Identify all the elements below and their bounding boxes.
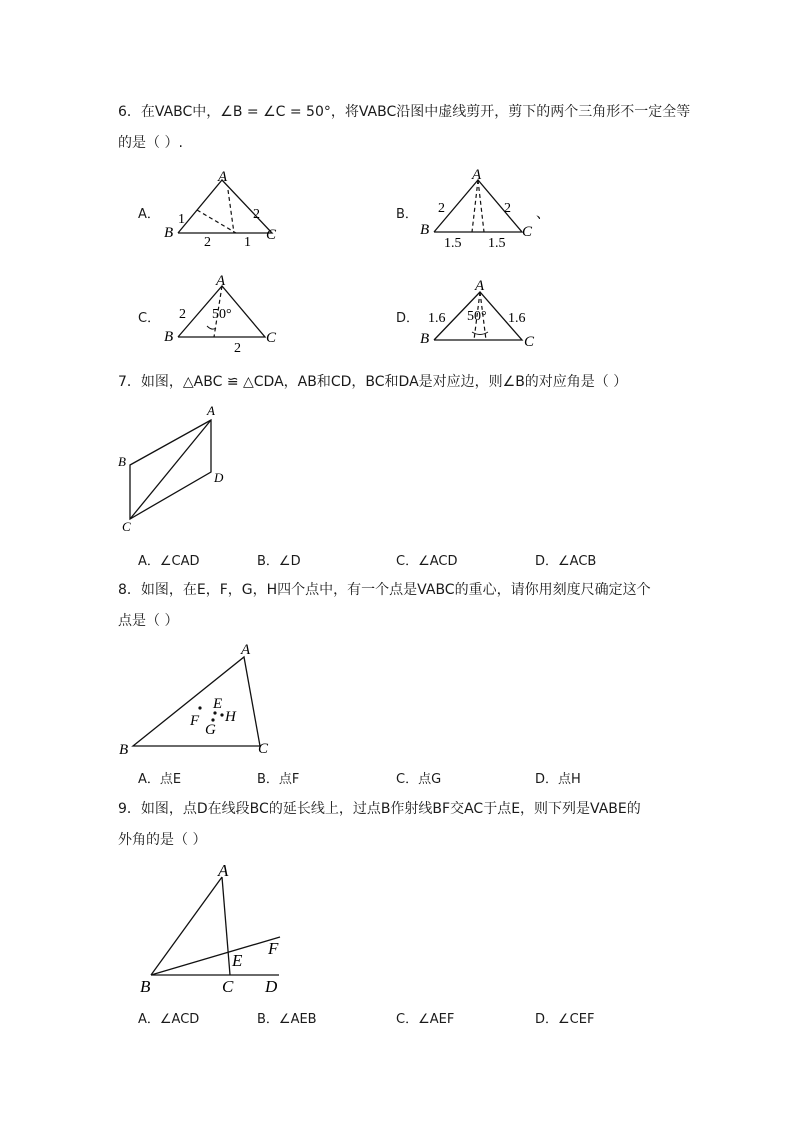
q9-label-a: A bbox=[218, 861, 229, 880]
q6-option-c-figure bbox=[160, 272, 290, 357]
q8-label-h: H bbox=[225, 709, 236, 725]
q6-option-d-letter: D． bbox=[396, 311, 420, 326]
q7-label-b: B bbox=[118, 454, 126, 469]
q7-label-a: A bbox=[207, 403, 215, 418]
q6b-num-ab: 2 bbox=[438, 201, 445, 216]
q6d-label-c: C bbox=[524, 334, 535, 350]
q6a-label-c: C bbox=[266, 227, 277, 243]
q6-option-b-letter: B． bbox=[396, 207, 418, 222]
q7-figure bbox=[116, 400, 246, 540]
q6a-num-dc: 1 bbox=[244, 235, 251, 250]
q7-label-c: C bbox=[122, 519, 131, 534]
q6b-label-a: A bbox=[472, 167, 482, 183]
q8-figure bbox=[116, 638, 286, 763]
q8-option-b: B．点F bbox=[257, 772, 300, 787]
q7-option-b: B．∠D bbox=[257, 554, 301, 569]
q6-stem-line2: 的是（ ）. bbox=[118, 135, 183, 151]
q6b-num-bd: 1.5 bbox=[444, 236, 462, 251]
q6a-label-a: A bbox=[218, 169, 228, 185]
q6d-num-ab: 1.6 bbox=[428, 311, 446, 326]
q8-label-g: G bbox=[205, 722, 216, 738]
q9-label-e: E bbox=[232, 951, 243, 970]
q6d-num-angle: 50° bbox=[467, 309, 487, 324]
q9-figure bbox=[132, 858, 302, 998]
q6c-num-ab: 2 bbox=[179, 307, 186, 322]
q8-label-b: B bbox=[119, 742, 129, 758]
q6-option-b-figure bbox=[418, 168, 553, 253]
q6b-num-ac: 2 bbox=[504, 201, 511, 216]
q7-option-c: C．∠ACD bbox=[396, 554, 458, 569]
q6-option-a-figure bbox=[160, 168, 290, 248]
q6d-label-b: B bbox=[420, 331, 430, 347]
q6a-num-ac: 2 bbox=[253, 207, 260, 222]
q6b-label-b: B bbox=[420, 222, 430, 238]
q9-label-b: B bbox=[140, 977, 151, 996]
q9-label-f: F bbox=[268, 939, 279, 958]
q6-option-c-letter: C． bbox=[138, 311, 161, 326]
q8-label-c: C bbox=[258, 741, 269, 757]
q7-option-a: A．∠CAD bbox=[138, 554, 200, 569]
q6c-num-angle: 50° bbox=[212, 307, 232, 322]
q7-stem-line1: 7．如图，△ABC ≌ △CDA，AB和CD，BC和DA是对应边，则∠B的对应角是（ ） bbox=[118, 374, 628, 390]
q9-option-a: A．∠ACD bbox=[138, 1012, 200, 1027]
q6a-num-ab: 1 bbox=[178, 212, 185, 227]
q8-stem-line1: 8．如图，在E，F，G，H四个点中，有一个点是VABC的重心，请你用刻度尺确定这个 bbox=[118, 582, 651, 598]
q9-stem-line2: 外角的是（ ） bbox=[118, 832, 207, 848]
q9-option-c: C．∠AEF bbox=[396, 1012, 455, 1027]
q8-stem-line2: 点是（ ） bbox=[118, 613, 179, 629]
q6b-comma-mark: 、 bbox=[536, 207, 550, 222]
q6-option-a-letter: A． bbox=[138, 207, 160, 222]
q6b-label-c: C bbox=[522, 224, 533, 240]
q8-label-f: F bbox=[190, 713, 200, 729]
q6-option-d-figure bbox=[418, 272, 553, 357]
q6d-label-a: A bbox=[475, 278, 485, 294]
q7-label-d: D bbox=[214, 470, 224, 485]
q8-label-a: A bbox=[241, 642, 251, 658]
q6c-label-c: C bbox=[266, 330, 277, 346]
q9-option-d: D．∠CEF bbox=[535, 1012, 595, 1027]
q8-label-e: E bbox=[213, 696, 223, 712]
q6d-num-ac: 1.6 bbox=[508, 311, 526, 326]
q7-option-d: D．∠ACB bbox=[535, 554, 597, 569]
q6b-num-dc: 1.5 bbox=[488, 236, 506, 251]
q6a-num-bd: 2 bbox=[204, 235, 211, 250]
q6c-label-b: B bbox=[164, 329, 174, 345]
q9-option-b: B．∠AEB bbox=[257, 1012, 317, 1027]
q8-option-c: C．点G bbox=[396, 772, 442, 787]
q9-label-d: D bbox=[265, 977, 278, 996]
q9-stem-line1: 9．如图，点D在线段BC的延长线上，过点B作射线BF交AC于点E，则下列是VABE的 bbox=[118, 801, 641, 817]
q6a-label-b: B bbox=[164, 225, 174, 241]
q8-option-d: D．点H bbox=[535, 772, 581, 787]
q9-label-c: C bbox=[222, 977, 234, 996]
q6-stem-line1: 6．在VABC中，∠B = ∠C = 50°，将VABC沿图中虚线剪开，剪下的两个三角形不一定全等 bbox=[118, 104, 691, 120]
q6c-num-dc: 2 bbox=[234, 341, 241, 356]
q6c-label-a: A bbox=[216, 273, 226, 289]
q8-option-a: A．点E bbox=[138, 772, 182, 787]
